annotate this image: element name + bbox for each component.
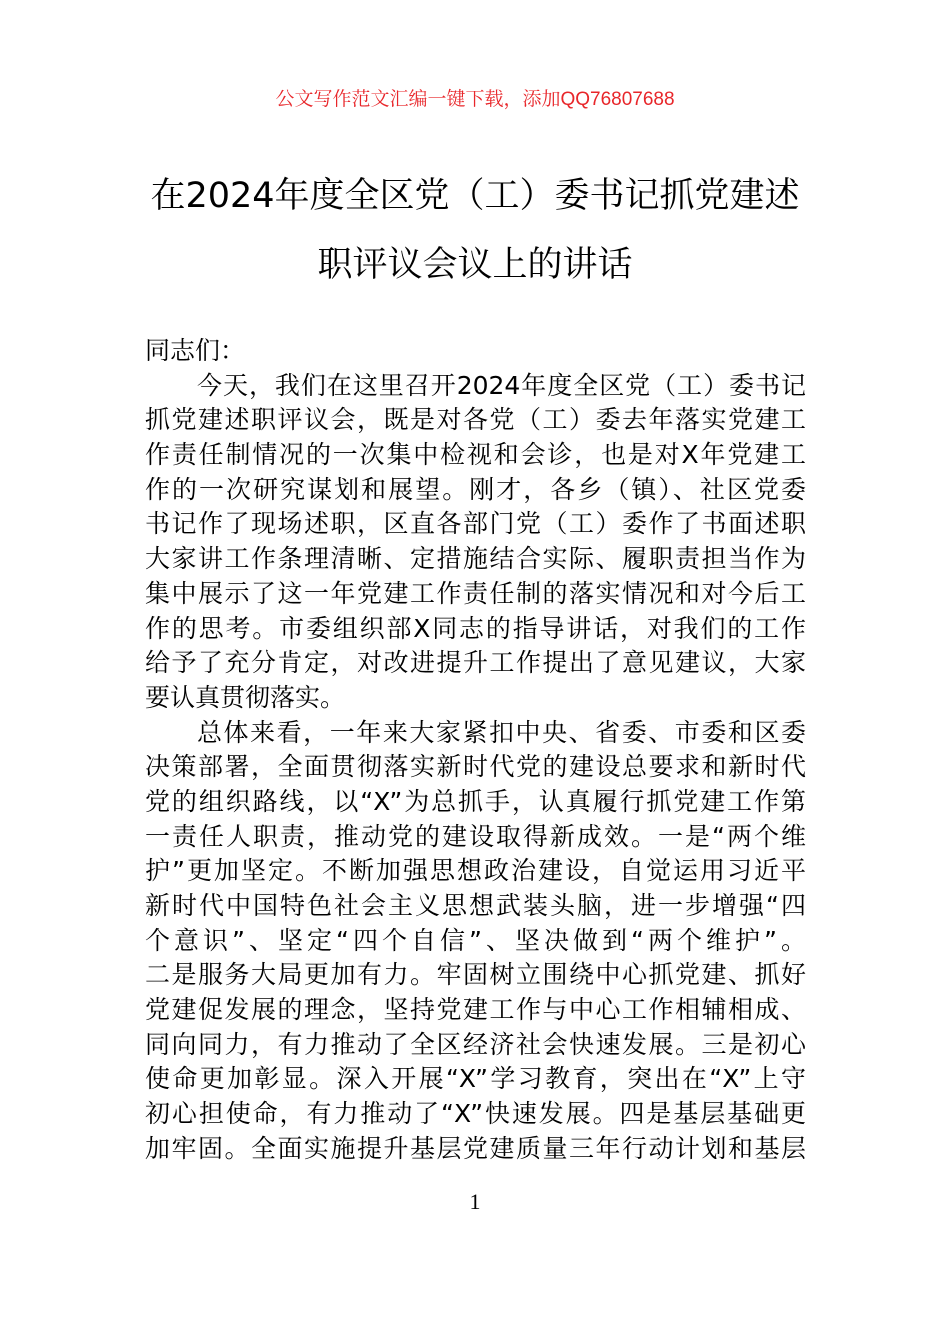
body-line: 党的组织路线，以“X”为总抓手，认真履行抓党建工作第 (145, 786, 806, 816)
body-line: 集中展示了这一年党建工作责任制的落实情况和对今后工 (145, 578, 806, 608)
body-line: 使命更加彰显。深入开展“X”学习教育，突出在“X”上守 (145, 1064, 806, 1094)
body-line: 作的一次研究谋划和展望。刚才，各乡（镇）、社区党委 (145, 474, 806, 504)
body-line: 加牢固。全面实施提升基层党建质量三年行动计划和基层 (145, 1133, 806, 1163)
body-line: 同向同力，有力推动了全区经济社会快速发展。三是初心 (145, 1029, 806, 1059)
body-line: 同志们： (145, 336, 246, 365)
body-line: 今天，我们在这里召开2024年度全区党（工）委书记 (197, 370, 806, 400)
body-line: 新时代中国特色社会主义思想武装头脑，进一步增强“四 (145, 891, 806, 920)
body-line: 初心担使命，有力推动了“X”快速发展。四是基层基础更 (145, 1099, 806, 1129)
body-line: 作的思考。市委组织部X同志的指导讲话，对我们的工作 (145, 613, 806, 643)
body-line: 护”更加坚定。不断加强思想政治建设，自觉运用习近平 (145, 856, 806, 886)
body-line: 书记作了现场述职，区直各部门党（工）委作了书面述职 (145, 509, 806, 539)
document-body (145, 334, 806, 1167)
body-line: 抓党建述职评议会，既是对各党（工）委去年落实党建工 (145, 405, 806, 435)
body-line: 大家讲工作条理清晰、定措施结合实际、履职责担当作为 (145, 544, 806, 574)
body-line: 给予了充分肯定，对改进提升工作提出了意见建议，大家 (145, 648, 806, 678)
body-line: 党建促发展的理念，坚持党建工作与中心工作相辅相成、 (145, 995, 806, 1025)
document-title-line-2: 职评议会议上的讲话 (317, 245, 633, 285)
body-line: 二是服务大局更加有力。牢固树立围绕中心抓党建、抓好 (145, 960, 806, 990)
body-line: 总体来看，一年来大家紧扣中央、省委、市委和区委 (197, 717, 806, 747)
body-line: 个意识”、坚定“四个自信”、坚决做到“两个维护”。 (145, 925, 806, 955)
body-line: 决策部署，全面贯彻落实新时代党的建设总要求和新时代 (145, 752, 806, 782)
document-title-line-1: 在2024年度全区党（工）委书记抓党建述 (150, 176, 800, 216)
body-line: 一责任人职责，推动党的建设取得新成效。一是“两个维 (145, 821, 806, 851)
page-number: 1 (469, 1189, 481, 1214)
body-line: 作责任制情况的一次集中检视和会诊，也是对X年党建工 (145, 440, 806, 470)
body-line: 要认真贯彻落实。 (145, 682, 346, 712)
watermark-text: 公文写作范文汇编一键下载，添加QQ76807688 (275, 89, 675, 110)
